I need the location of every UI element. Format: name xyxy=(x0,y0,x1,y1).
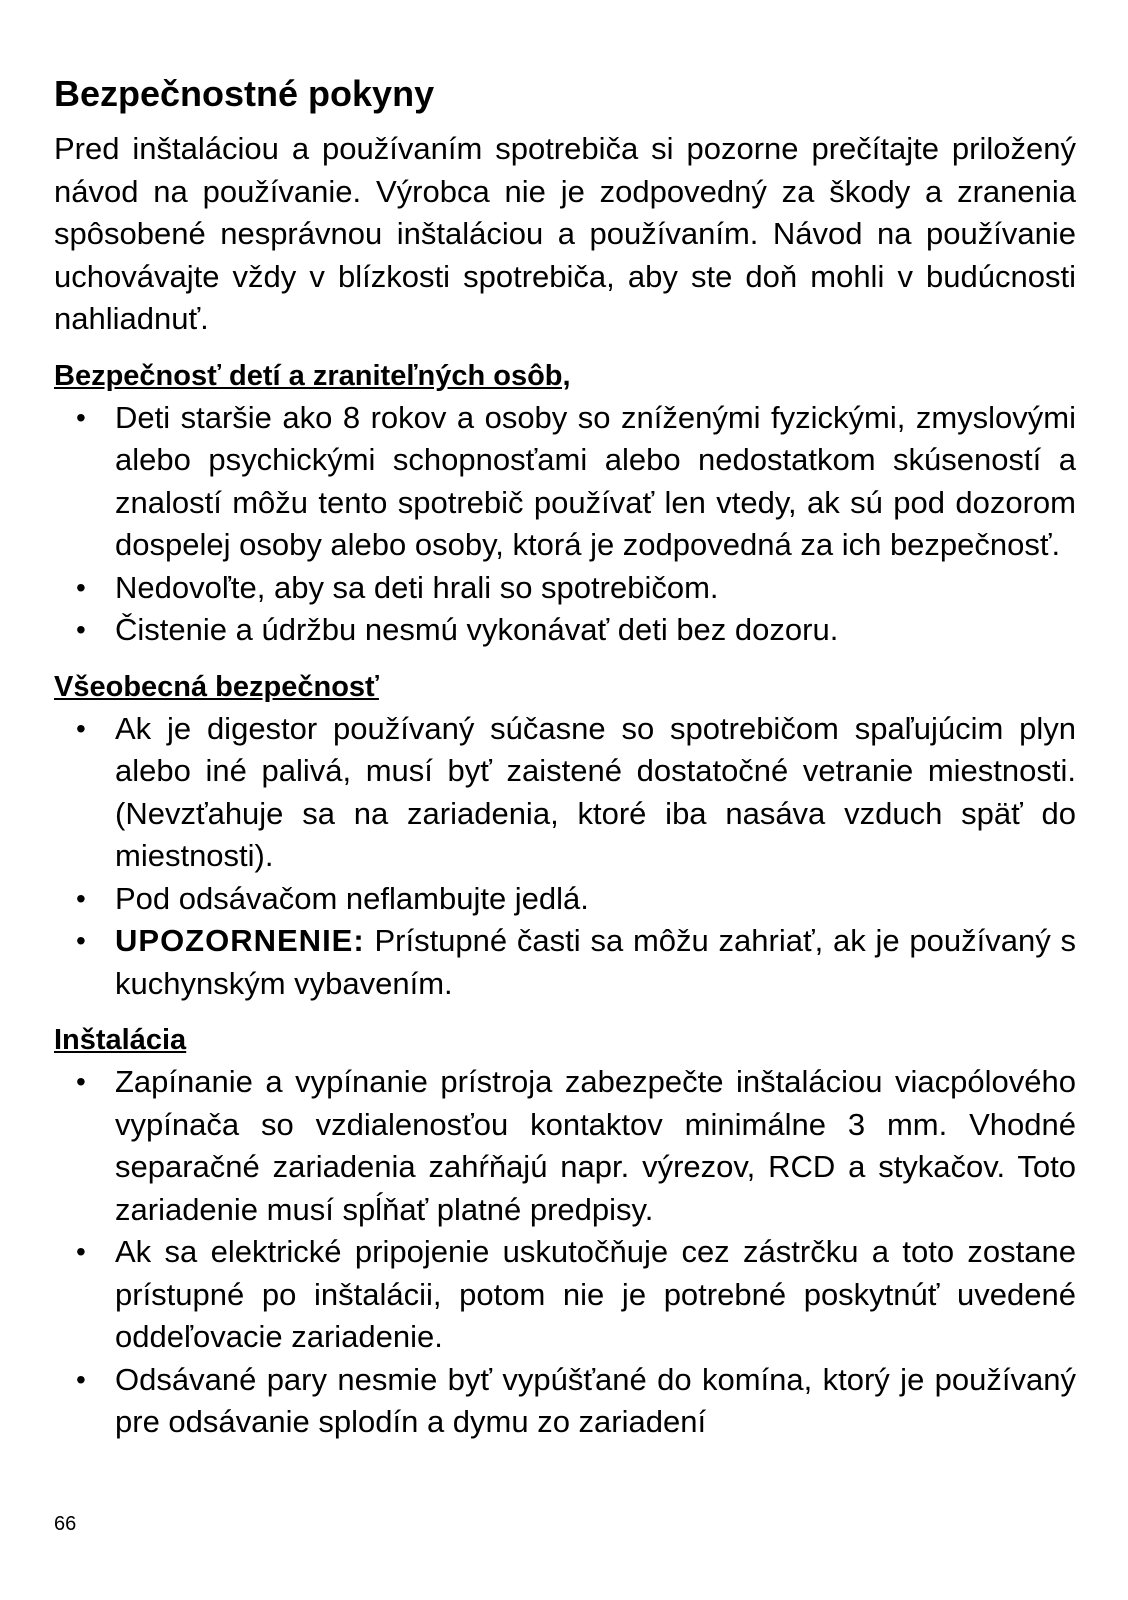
page-title: Bezpečnostné pokyny xyxy=(54,73,435,114)
bullet-icon: • xyxy=(76,614,86,645)
bullet-icon: • xyxy=(76,925,86,956)
list-item-text: Zapínanie a vypínanie prístroja zabezpečte inštaláciou viacpólového vypínača so vzdialenosťou kontaktov minimálne 3 mm. Vhodné separačné zariadenia zahŕňajú napr. výrezov, RCD a stykačov. Toto zariadenie musí spĺňať platné predpisy. xyxy=(115,1064,1076,1227)
warning-label: UPOZORNENIE: xyxy=(115,923,365,958)
list-item xyxy=(54,567,1076,610)
document-page xyxy=(54,70,1076,1444)
section-heading-children-safety: Bezpečnosť detí a zraniteľných osôb, xyxy=(54,359,571,392)
bullet-icon: • xyxy=(76,882,86,914)
list-item xyxy=(54,1359,1076,1444)
bullet-list-general-safety xyxy=(54,708,1076,1006)
bullet-list-installation xyxy=(54,1061,1076,1444)
section-heading-installation: Inštalácia xyxy=(54,1024,187,1056)
list-item xyxy=(54,397,1076,567)
list-item xyxy=(54,878,1076,921)
bullet-icon: • xyxy=(76,712,86,744)
bullet-list-children-safety xyxy=(54,397,1076,652)
list-item-text: Deti staršie ako 8 rokov a osoby so zníženými fyzickými, zmyslovými alebo psychickými schopnosťami alebo nedostatkom skúseností a znalostí môžu tento spotrebič používať len vtedy, ak sú pod dozorom dospelej osoby alebo osoby, ktorá je zodpovedná za ich bezpečnosť. xyxy=(115,399,1076,562)
list-item xyxy=(54,1061,1076,1231)
list-item-text: Ak sa elektrické pripojenie uskutočňuje cez zástrčku a toto zostane prístupné po inštalácii, potom nie je potrebné poskytnúť uvedené oddeľovacie zariadenie. xyxy=(115,1234,1076,1354)
list-item xyxy=(54,1231,1076,1359)
list-item-text: Nedovoľte, aby sa deti hrali so spotrebičom. xyxy=(115,569,719,605)
list-item-text: Pod odsávačom neflambujte jedlá. xyxy=(115,880,589,916)
list-item-text: Ak je digestor používaný súčasne so spotrebičom spaľujúcim plyn alebo iné palivá, musí byť zaistené dostatočné vetranie miestnosti. (Nevzťahuje sa na zariadenia, ktoré iba nasáva vzduch späť do miestnosti). xyxy=(115,710,1076,873)
list-item-text: Prístupné časti sa môžu zahriať, ak je používaný s kuchynským vybavením. xyxy=(115,923,1076,1001)
bullet-icon: • xyxy=(76,1363,86,1395)
page-number: 66 xyxy=(54,1513,77,1535)
list-item xyxy=(54,609,1076,652)
bullet-icon: • xyxy=(76,571,86,603)
list-item-warning xyxy=(54,920,1076,1005)
section-heading-general-safety: Všeobecná bezpečnosť xyxy=(54,670,379,703)
list-item-text: Odsávané pary nesmie byť vypúšťané do komína, ktorý je používaný pre odsávanie splodín a dymu zo zariadení xyxy=(115,1361,1076,1439)
intro-paragraph: Pred inštaláciou a používaním spotrebiča si pozorne prečítajte priložený návod na používanie. Výrobca nie je zodpovedný za škody a zranenia spôsobené nesprávnou inštaláciou a používaním. Návod na používanie uchovávajte vždy v blízkosti spotrebiča, aby ste doň mohli v budúcnosti nahliadnuť. xyxy=(54,131,1076,336)
list-item xyxy=(54,708,1076,878)
list-item-text: Čistenie a údržbu nesmú vykonávať deti bez dozoru. xyxy=(115,612,839,647)
bullet-icon: • xyxy=(76,401,86,433)
bullet-icon: • xyxy=(76,1066,86,1097)
bullet-icon: • xyxy=(76,1236,86,1267)
